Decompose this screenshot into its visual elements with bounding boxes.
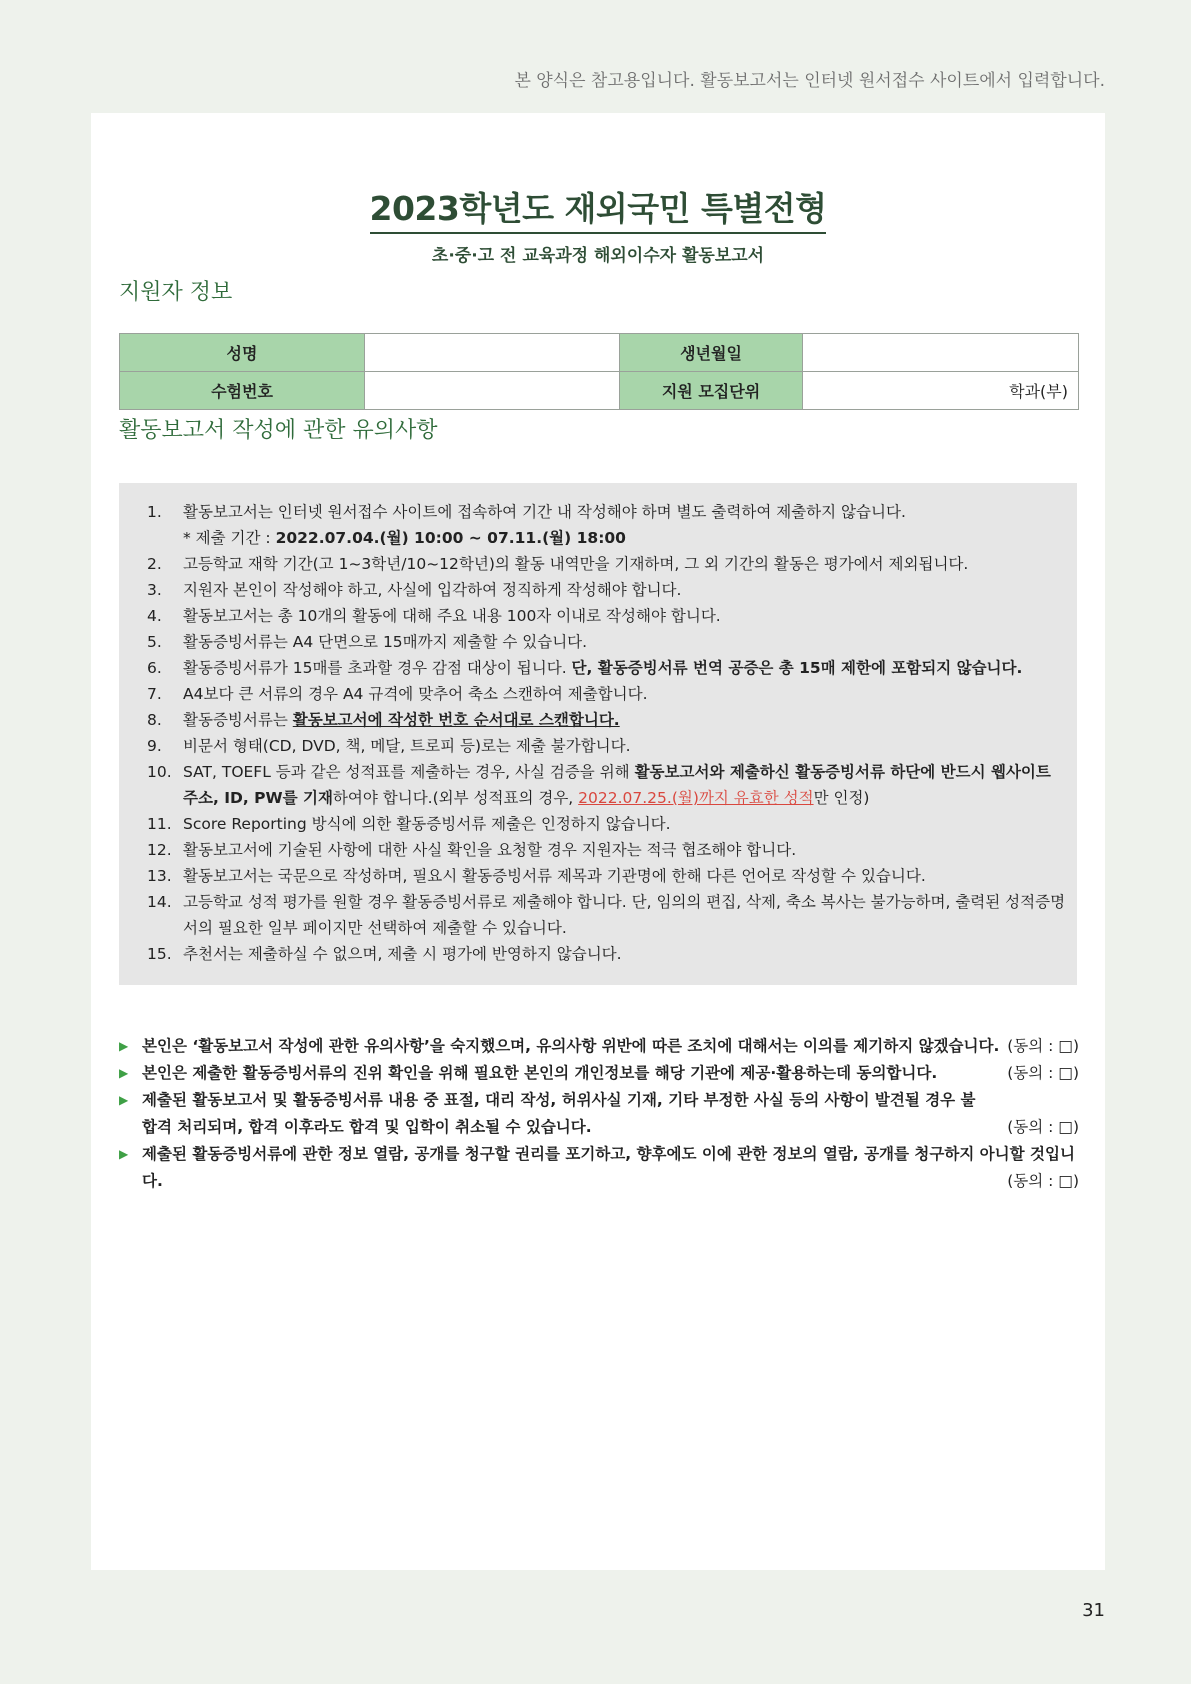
agreement-item xyxy=(119,1060,1079,1087)
notice-number: 9. xyxy=(147,737,162,755)
notice-text: 하여야 합니다.(외부 성적표의 경우, xyxy=(332,789,579,807)
notice-emphasis: 활동보고서에 작성한 번호 순서대로 스캔합니다. xyxy=(292,711,620,729)
agreement-checkbox[interactable]: (동의 : □) xyxy=(1007,1064,1079,1082)
notice-subline xyxy=(183,525,1067,551)
agreement-text: 본인은 ‘활동보고서 작성에 관한 유의사항’을 숙지했으며, 유의사항 위반에 따른 조치에 대해서는 이의를 제기하지 않겠습니다. xyxy=(142,1037,1000,1055)
agreement-text: 제출된 활동증빙서류에 관한 정보 열람, 공개를 청구할 권리를 포기하고, 향후에도 이에 관한 정보의 열람, 공개를 청구하지 아니할 것입니다. xyxy=(142,1145,1075,1190)
name-field[interactable] xyxy=(365,334,620,372)
bullet-triangle-icon: ▶ xyxy=(119,1039,129,1053)
title-wrap xyxy=(91,183,1105,234)
agreement-item xyxy=(119,1087,1079,1141)
notice-number: 4. xyxy=(147,607,162,625)
birth-label: 생년월일 xyxy=(620,334,803,372)
notice-number: 8. xyxy=(147,711,162,729)
unit-label: 지원 모집단위 xyxy=(620,372,803,410)
notice-text: 활동보고서는 인터넷 원서접수 사이트에 접속하여 기간 내 작성해야 하며 별도 출력하여 제출하지 않습니다. xyxy=(183,503,906,521)
notice-number: 5. xyxy=(147,633,162,651)
notice-text: 활동증빙서류는 A4 단면으로 15매까지 제출할 수 있습니다. xyxy=(183,633,588,651)
bullet-triangle-icon: ▶ xyxy=(119,1147,129,1161)
notice-number: 1. xyxy=(147,503,162,521)
notice-text: 활동증빙서류는 xyxy=(183,711,293,729)
notice-text: 지원자 본인이 작성해야 하고, 사실에 입각하여 정직하게 작성해야 합니다. xyxy=(183,581,682,599)
notice-item xyxy=(147,707,1067,733)
notice-text: SAT, TOEFL 등과 같은 성적표를 제출하는 경우, 사실 검증을 위해 xyxy=(183,763,635,781)
notice-item xyxy=(147,941,1067,967)
notice-number: 7. xyxy=(147,685,162,703)
notice-item xyxy=(147,499,1067,551)
notice-text: 추천서는 제출하실 수 없으며, 제출 시 평가에 반영하지 않습니다. xyxy=(183,945,622,963)
agreement-checkbox[interactable]: (동의 : □) xyxy=(1007,1118,1079,1136)
notice-item xyxy=(147,863,1067,889)
notice-item xyxy=(147,889,1067,941)
form-sheet xyxy=(91,113,1105,1570)
notice-item xyxy=(147,759,1067,811)
notice-item xyxy=(147,811,1067,837)
notice-text: 고등학교 재학 기간(고 1~3학년/10~12학년)의 활동 내역만을 기재하며, 그 외 기간의 활동은 평가에서 제외됩니다. xyxy=(183,555,969,573)
notice-sub-prefix: * 제출 기간 : xyxy=(183,529,276,547)
notice-number: 2. xyxy=(147,555,162,573)
notice-text: Score Reporting 방식에 의한 활동증빙서류 제출은 인정하지 않습니다. xyxy=(183,815,671,833)
birth-field[interactable] xyxy=(803,334,1079,372)
notice-text: 만 인정) xyxy=(813,789,870,807)
submission-period: 2022.07.04.(월) 10:00 ~ 07.11.(월) 18:00 xyxy=(275,529,626,547)
exam-no-label: 수험번호 xyxy=(120,372,365,410)
page-title: 2023학년도 재외국민 특별전형 xyxy=(370,183,827,234)
notice-text: 활동보고서는 국문으로 작성하며, 필요시 활동증빙서류 제목과 기관명에 한해 다른 언어로 작성할 수 있습니다. xyxy=(183,867,926,885)
notice-number: 6. xyxy=(147,659,162,677)
notice-item xyxy=(147,577,1067,603)
notice-item xyxy=(147,681,1067,707)
notice-section-heading: 활동보고서 작성에 관한 유의사항 xyxy=(119,418,438,443)
agreement-text: 제출된 활동보고서 및 활동증빙서류 내용 중 표절, 대리 작성, 허위사실 기재, 기타 부정한 사실 등의 사항이 발견될 경우 불합격 처리되며, 합격 이후라도 합격 및 입학이 취소될 수 있습니다. xyxy=(142,1091,976,1136)
validity-deadline: 2022.07.25.(월)까지 유효한 성적 xyxy=(578,789,814,807)
notice-item xyxy=(147,603,1067,629)
agreement-checkbox[interactable]: (동의 : □) xyxy=(1007,1172,1079,1190)
exam-no-field[interactable] xyxy=(365,372,620,410)
notice-item xyxy=(147,655,1067,681)
notice-text: 활동보고서는 총 10개의 활동에 대해 주요 내용 100자 이내로 작성해야 합니다. xyxy=(183,607,721,625)
notice-emphasis: 단, 활동증빙서류 번역 공증은 총 15매 제한에 포함되지 않습니다. xyxy=(571,659,1023,677)
bullet-triangle-icon: ▶ xyxy=(119,1066,129,1080)
notice-text: A4보다 큰 서류의 경우 A4 규격에 맞추어 축소 스캔하여 제출합니다. xyxy=(183,685,648,703)
notice-item xyxy=(147,629,1067,655)
agreement-item xyxy=(119,1141,1079,1195)
agreement-text: 본인은 제출한 활동증빙서류의 진위 확인을 위해 필요한 본인의 개인정보를 해당 기관에 제공·활용하는데 동의합니다. xyxy=(142,1064,938,1082)
unit-suffix: 학과(부) xyxy=(1009,382,1068,401)
name-label: 성명 xyxy=(120,334,365,372)
agreement-item xyxy=(119,1033,1079,1060)
notice-number: 11. xyxy=(147,815,172,833)
notice-text: 활동보고서에 기술된 사항에 대한 사실 확인을 요청할 경우 지원자는 적극 협조해야 합니다. xyxy=(183,841,797,859)
agreement-checkbox[interactable]: (동의 : □) xyxy=(1007,1037,1079,1055)
notice-text: 활동증빙서류가 15매를 초과할 경우 감점 대상이 됩니다. xyxy=(183,659,572,677)
notice-box xyxy=(119,483,1077,985)
applicant-section-heading: 지원자 정보 xyxy=(119,280,233,305)
notice-text: 고등학교 성적 평가를 원할 경우 활동증빙서류로 제출해야 합니다. 단, 임의의 편집, 삭제, 축소 복사는 불가능하며, 출력된 성적증명서의 필요한 일부 페이지만 선택하여 제출할 수 있습니다. xyxy=(183,893,1066,937)
notice-number: 12. xyxy=(147,841,172,859)
notice-number: 14. xyxy=(147,893,172,911)
notice-list xyxy=(147,499,1067,967)
unit-field[interactable] xyxy=(803,372,1079,410)
notice-number: 10. xyxy=(147,763,172,781)
notice-item xyxy=(147,733,1067,759)
notice-emphasis: 활동보고서와 제출하신 활동증빙서류 하단에 반드시 웹사이트 주소, ID, PW를 기재 xyxy=(183,763,1051,807)
notice-number: 3. xyxy=(147,581,162,599)
notice-item xyxy=(147,551,1067,577)
notice-text: 비문서 형태(CD, DVD, 책, 메달, 트로피 등)로는 제출 불가합니다. xyxy=(183,737,631,755)
page-number: 31 xyxy=(1082,1600,1105,1621)
notice-number: 13. xyxy=(147,867,172,885)
notice-number: 15. xyxy=(147,945,172,963)
page-subtitle: 초·중·고 전 교육과정 해외이수자 활동보고서 xyxy=(431,246,765,266)
reference-note: 본 양식은 참고용입니다. 활동보고서는 인터넷 원서접수 사이트에서 입력합니다. xyxy=(514,71,1105,91)
notice-item xyxy=(147,837,1067,863)
bullet-triangle-icon: ▶ xyxy=(119,1093,129,1107)
applicant-info-table xyxy=(119,333,1079,410)
